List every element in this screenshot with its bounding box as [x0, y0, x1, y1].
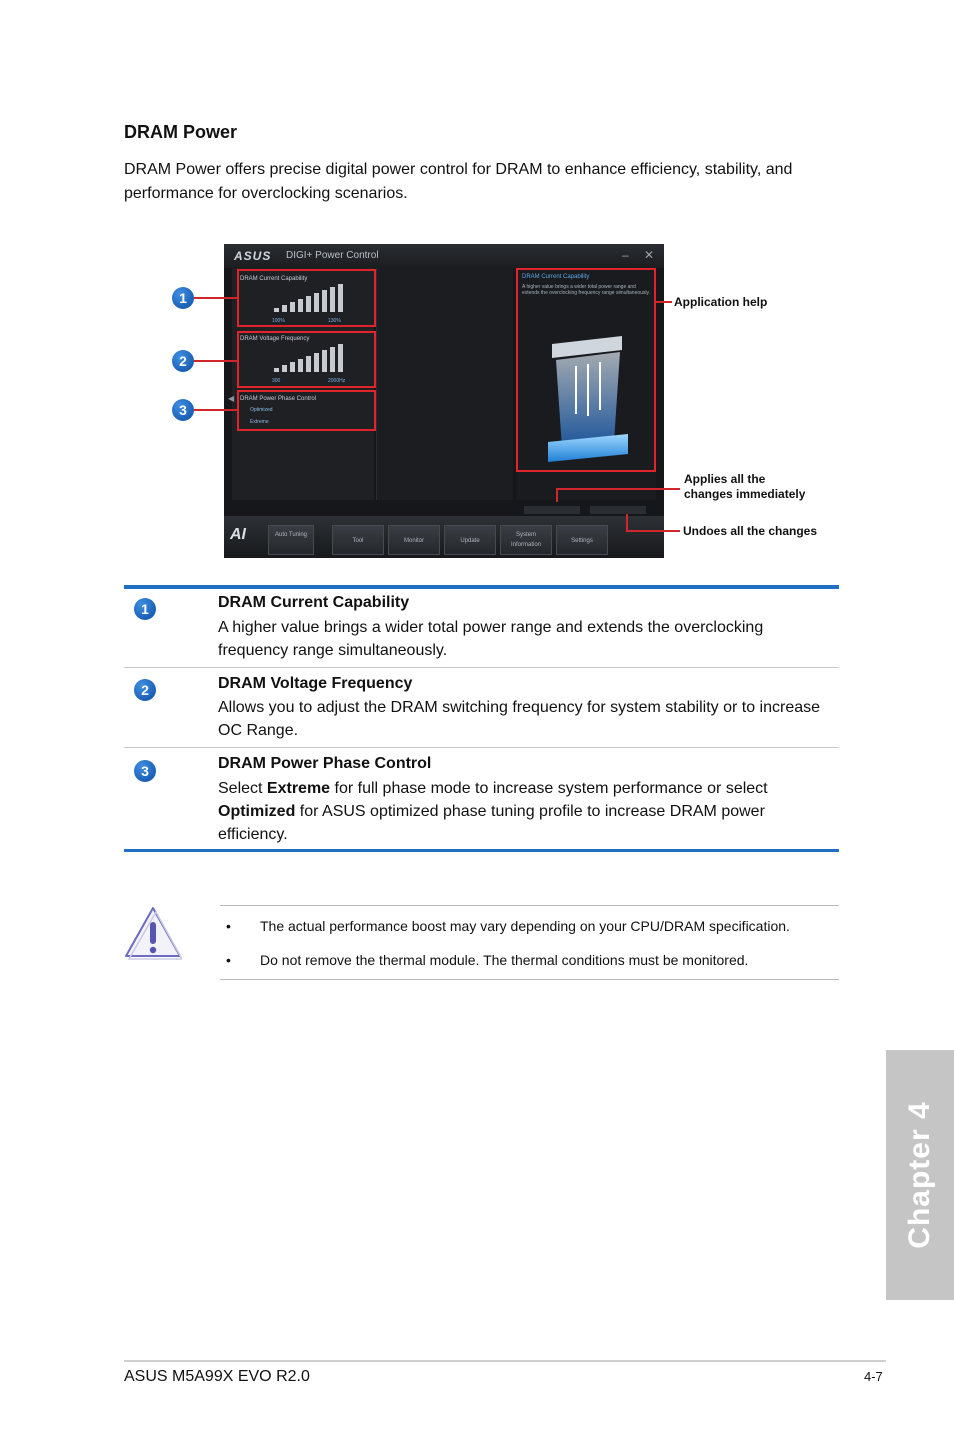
app-title: DIGI+ Power Control — [286, 250, 379, 261]
chapter-tab — [886, 1050, 954, 1300]
note-text: The actual performance boost may vary depending on your CPU/DRAM specification. — [260, 918, 790, 934]
section-intro: DRAM Power offers precise digital power control for DRAM to enhance efficiency, stability, and performance for overclocking scenarios. — [124, 161, 793, 202]
leader-3 — [194, 409, 238, 411]
bullet: • — [226, 952, 231, 968]
table-divider — [124, 667, 839, 668]
taskbar-system-information[interactable]: System Information — [500, 525, 552, 555]
leader-2 — [194, 360, 238, 362]
asus-logo: ASUS — [234, 249, 272, 263]
voltage-scale-min: 300 — [272, 378, 281, 384]
callout-application-help: Application help — [674, 295, 768, 309]
middle-pane — [376, 268, 513, 500]
row-2-desc: Allows you to adjust the DRAM switching frequency for system stability or to increase OC Range. — [218, 699, 821, 739]
undo-button[interactable] — [590, 506, 646, 514]
page-number: 4-7 — [864, 1369, 883, 1384]
panel-phase-title: DRAM Power Phase Control — [240, 396, 317, 402]
highlight-current-capability — [237, 269, 376, 327]
row-1-title: DRAM Current Capability — [218, 594, 410, 611]
footer-product: ASUS M5A99X EVO R2.0 — [124, 1368, 310, 1385]
callout-apply-line2: changes immediately — [684, 487, 806, 501]
taskbar-settings[interactable]: Settings — [556, 525, 608, 555]
row-3-desc-part: for full phase mode to increase system performance or select — [330, 780, 768, 797]
note-bottom-rule — [220, 979, 839, 980]
phase-option-optimized[interactable]: Optimized — [250, 407, 273, 413]
table-top-rule — [124, 585, 839, 589]
help-title: DRAM Current Capability — [522, 274, 590, 280]
leader-apply-drop — [556, 488, 558, 502]
close-icon: ✕ — [644, 248, 655, 262]
apply-button[interactable] — [524, 506, 580, 514]
table-marker-3: 3 — [134, 760, 156, 782]
table-marker-1: 1 — [134, 598, 156, 620]
row-3-title: DRAM Power Phase Control — [218, 755, 432, 772]
row-3-desc — [218, 777, 828, 846]
collapse-arrow-icon[interactable]: ◀ — [228, 394, 235, 403]
warning-icon — [124, 904, 182, 960]
row-1-desc: A higher value brings a wider total power range and extends the overclocking frequency range simultaneously. — [218, 619, 764, 659]
section-title: DRAM Power — [124, 122, 238, 142]
highlight-voltage-frequency — [237, 331, 376, 388]
table-marker-2: 2 — [134, 679, 156, 701]
apply-undo-buttons — [524, 506, 654, 516]
footer-rule — [124, 1360, 886, 1362]
ai-suite-logo: AI — [230, 526, 246, 543]
row-3-optimized: Optimized — [218, 803, 296, 820]
note-top-rule — [220, 905, 839, 906]
phase-option-extreme[interactable]: Extreme — [250, 419, 269, 425]
row-2-title: DRAM Voltage Frequency — [218, 675, 413, 692]
marker-2: 2 — [172, 350, 194, 372]
help-text: A higher value brings a wider total power range and extends the overclocking frequency range simultaneously. — [522, 284, 651, 296]
marker-3: 3 — [172, 399, 194, 421]
current-scale-min: 100% — [272, 318, 285, 324]
row-3-desc-part: for ASUS optimized phase tuning profile to increase DRAM power efficiency. — [218, 803, 765, 843]
row-3-desc-part: Select — [218, 780, 267, 797]
highlight-application-help — [516, 268, 656, 472]
voltage-scale-max: 2000Hz — [328, 378, 346, 384]
leader-undo-rise — [626, 514, 628, 532]
callout-undo: Undoes all the changes — [683, 524, 818, 538]
leader-apply — [556, 488, 680, 490]
panel-voltage-title: DRAM Voltage Frequency — [240, 336, 310, 342]
minimize-icon: – — [622, 248, 629, 262]
chapter-label: Chapter 4 — [903, 1101, 936, 1249]
table-bottom-rule — [124, 849, 839, 852]
highlight-phase-control — [237, 390, 376, 431]
marker-1: 1 — [172, 287, 194, 309]
taskbar-tool[interactable]: Tool — [332, 525, 384, 555]
table-divider — [124, 747, 839, 748]
note-text: Do not remove the thermal module. The thermal conditions must be monitored. — [260, 952, 749, 968]
taskbar-monitor[interactable]: Monitor — [388, 525, 440, 555]
leader-undo — [626, 530, 680, 532]
current-scale-max: 130% — [328, 318, 341, 324]
taskbar-update[interactable]: Update — [444, 525, 496, 555]
callout-apply-line1: Applies all the — [684, 472, 766, 486]
bullet: • — [226, 918, 231, 934]
row-3-extreme: Extreme — [266, 780, 331, 797]
leader-app-help — [656, 301, 672, 303]
taskbar-auto-tuning[interactable]: Auto Tuning — [268, 525, 314, 555]
panel-current-title: DRAM Current Capability — [240, 276, 308, 282]
leader-1 — [194, 297, 238, 299]
